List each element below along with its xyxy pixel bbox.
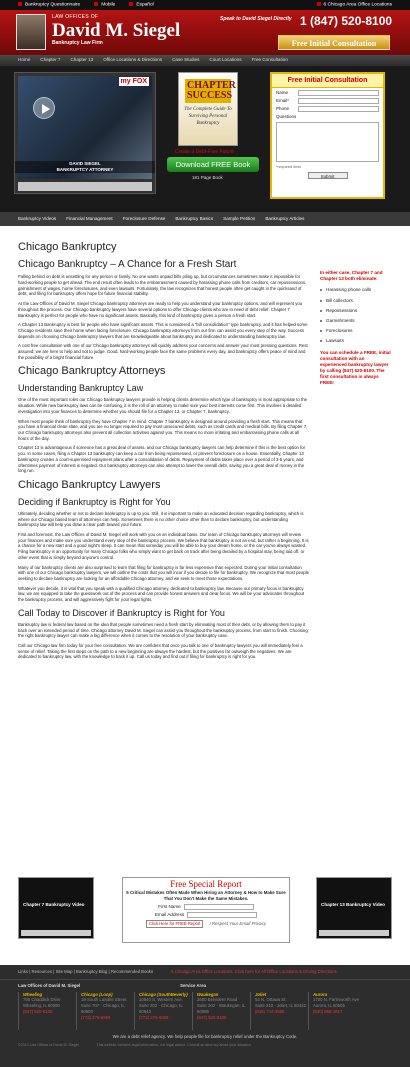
list-item: Harassing phone calls: [320, 287, 392, 293]
report-email-input[interactable]: [187, 912, 257, 918]
sub-heading: Call Today to Discover if Bankruptcy is Right for You: [18, 607, 225, 618]
top-bar: [0, 0, 410, 10]
footer-service-area: Service Area: [180, 982, 206, 988]
nav-chapter-13[interactable]: Chapter 13: [70, 57, 94, 63]
download-book-button[interactable]: Download FREE Book: [167, 157, 259, 172]
office-address: 1700 N. Farnsworth Ave: [313, 997, 360, 1003]
office-city: Aurora, IL 60505: [313, 1003, 345, 1009]
paragraph: Falling behind on debt is unsettling for any person or family. No one wants unpaid bills piling up, but circumstances sometimes make it impossible for hard-working people to get ahead. The end result often leads to the embarrassment caused by harassing phone calls from creditors, car repossessions, garnishment of wages, home foreclosures, and even lawsuits. Fortunately, the law recognizes that honest people often get caught in the quicksand of debt, and filing for bankruptcy offers hope for future financial stability.: [18, 274, 307, 297]
chapter7-video[interactable]: [18, 877, 94, 939]
offices-label: 6 Chicago Area Office Locations: [323, 1, 392, 7]
book-cover[interactable]: [178, 72, 238, 146]
debt-free-text: Create a Debt-Free Future: [175, 149, 234, 155]
location-pin-icon: [317, 2, 321, 6]
office-address: 54 N. Ottawa St.: [255, 997, 287, 1003]
first-name-input[interactable]: [184, 904, 254, 910]
nav-chapter-7[interactable]: Chapter 7: [40, 57, 61, 63]
questionnaire-link[interactable]: [18, 2, 80, 9]
office-address: 790 Chaddick Drive: [23, 997, 61, 1003]
office-item[interactable]: [18, 992, 74, 1030]
paragraph: Many of our bankruptcy clients are also surprised to learn that filing for bankruptcy is far less expensive than expected. During your initial consultation with one of our Chicago bankruptcy lawyers, we will outline the costs that you will incur if you decide to file for bankruptcy. We recognize that most people seeking to declare bankruptcy are looking for an affordable Chicago attorney, and we seek to meet those expectations.: [18, 564, 309, 581]
first-name-label: First Name: [158, 904, 181, 910]
questionnaire-icon: [18, 2, 22, 6]
speak-directly-text: Speak to David Siegel Directly: [220, 16, 292, 22]
paragraph: A Chapter 13 Bankruptcy is best for people who have significant assets. This is considered a "bill consolidation" type bankruptcy, and it has helped some Chicago residents save their home when facing foreclosure. Chicago bankruptcy attorneys from our firm can assist you every step of the way. Success depends on choosing Chicago bankruptcy lawyers that are knowledgeable about bankruptcy and dedicated to understanding bankruptcy law.: [18, 322, 308, 339]
office-name: Joliet: [255, 991, 267, 997]
office-item[interactable]: [250, 992, 306, 1030]
office-item[interactable]: [134, 992, 190, 1030]
form-title: Free Initial Consultation: [272, 74, 383, 88]
header-phone[interactable]: 1 (847) 520-8100: [300, 14, 393, 28]
book-subtitle: The Complete Guide To Surviving Personal Bankruptcy: [184, 107, 232, 126]
list-item: Garnishments: [320, 318, 392, 324]
phone-label: Phone: [276, 106, 290, 112]
questionnaire-label: Bankruptcy Questionnaire: [25, 1, 81, 7]
list-item: Bill collectors: [320, 298, 392, 304]
sidebar-heading: In either case, Chapter 7 and Chapter 13 both eliminate:: [320, 270, 383, 282]
video-caption: [15, 161, 155, 173]
espanol-label: Español: [136, 1, 154, 7]
consultation-form: [270, 72, 385, 199]
footer-firm-name: Law Offices of David M. Siegel: [18, 982, 81, 988]
video-controls[interactable]: [21, 930, 91, 936]
email-input[interactable]: [298, 98, 379, 104]
paragraph: First and foremost, the Law Offices of David M. Siegel will work with you on an individual basis. Our team of Chicago bankruptcy attorneys will review your finances and make sure you understand every step of the bankruptcy process. We believe that bankruptcy is not an end, but rather a beginning. It is a chance for a new start and a good night's sleep. It can mean that someday you will be able to buy your dream home, or the car you've always wanted. Filing bankruptcy is an opportunity for many Chicago folks who simply want to get back on track after being derailed by a hospital stay, being laid off, or other event that is simply beyond anyone's control.: [18, 532, 309, 560]
site-footer: [0, 965, 410, 1067]
site-header: [0, 10, 410, 55]
office-phone[interactable]: (847) 520-8100: [197, 1014, 227, 1020]
free-report-button[interactable]: Click Here for FREE Report: [146, 920, 203, 928]
myfox-logo: my FOX: [120, 78, 147, 85]
page-title: Chicago Bankruptcy: [18, 241, 117, 253]
office-name: Waukegan: [197, 991, 219, 997]
office-item[interactable]: [192, 992, 248, 1030]
email-row: [276, 98, 379, 104]
video-controls[interactable]: [18, 182, 152, 191]
office-city: Suite 202 · Waukegan, IL 60085: [197, 1003, 246, 1014]
debt-relief-note: We are a debt relief agency. We help people file for bankruptcy relief under the Bankruptcy Code.: [112, 1033, 298, 1039]
name-label: Name: [276, 90, 289, 95]
main-nav: [0, 55, 410, 66]
paragraph: When most people think of bankruptcy they have Chapter 7 in mind. Chapter 7 bankruptcy is designed around providing a fresh start. This means that you have a financial clean slate, and you are no longer required to pay most unsecured debts, such as credit cards and medical bills. By filing Chapter 7, our Chicago bankruptcy attorneys also prevent all collection activities against you. This means no more irritating and embarrassing phone calls at all hours of the day.: [18, 418, 308, 441]
paragraph: Call our Chicago law firm today for your free consultation. We are confident that once you talk to one of bankruptcy lawyers you will immediately feel a sense of relief. Taking the first steps on the path to a new beginning are always the hardest, but the positives far outweigh the negatives. We are dedicated to bankruptcy law, with the knowledge to back it up. Call us today and find out if filing for bankruptcy is right for you.: [18, 642, 303, 660]
video-controls[interactable]: [319, 930, 389, 936]
office-city: Suite 210 · Joliet, IL 60432: [255, 1003, 306, 1009]
subnav-financial[interactable]: Financial Management: [66, 215, 113, 221]
mobile-icon: [94, 2, 98, 6]
email-label: Email*: [276, 98, 290, 104]
questions-row: [276, 114, 379, 120]
sub-heading: Deciding if Bankruptcy is Right for You: [18, 496, 171, 507]
paragraph: A cost free consultation with one of our Chicago bankruptcy attorneys will quickly address your concerns and answer your most pressing questions. Rest assured; we are here to help and not to judge. Good, hard-working people face the same problems every day, and bankruptcy offers peace of mind and the possibility of a bright financial future.: [18, 343, 308, 360]
footer-info-row: [0, 980, 410, 992]
footer-link-list[interactable]: Links | Resources | Site Map | Bankruptcy Blog | Recommended Books: [18, 969, 154, 974]
name-input[interactable]: [298, 90, 379, 96]
subnav-basics[interactable]: Bankruptcy Basics: [175, 215, 214, 221]
office-address: 10540 S. Western Ave.: [139, 997, 183, 1003]
attorney-photo: [16, 14, 46, 50]
required-note: *required field: [276, 164, 301, 170]
mobile-link[interactable]: [94, 2, 115, 9]
sidebar-schedule-text: You can schedule a FREE, initial consultation with an experienced bankruptcy lawyer by calling (847) 520-8100. The first consultation is always FREE!: [320, 349, 391, 386]
phone-row: [276, 106, 379, 112]
footer-offices-link[interactable]: 6 Chicago Area Office Locations. Click here for All Office Locations & Driving Directions.: [171, 969, 338, 974]
mobile-label: Mobile: [101, 1, 116, 7]
special-report-form: [122, 877, 290, 943]
subnav-foreclosure[interactable]: Foreclosure Defense: [122, 215, 166, 221]
logo[interactable]: [52, 14, 180, 47]
paragraph: Ultimately, deciding whether or not to declare bankruptcy is up to you. Still, it is important to make an educated decision regarding bankruptcy, which is where our Chicago based team of attorneys can help. Sometimes there is no other choice other than to declare bankruptcy, but understanding bankruptcy law will help you draw a clear path toward your future.: [18, 510, 304, 528]
office-phone[interactable]: (630) 966-1617: [313, 1008, 343, 1014]
email-label: Email Address: [154, 912, 185, 918]
video-title: Chapter 13 Bankruptcy Video: [321, 902, 385, 907]
sub-heading: Understanding Bankruptcy Law: [18, 383, 144, 394]
section-heading: Chicago Bankruptcy Attorneys: [18, 365, 166, 378]
copyright-row: [0, 1039, 410, 1052]
office-city: Suite 707 · Chicago, IL 60603: [81, 1003, 125, 1014]
privacy-note: I Respect Your Email Privacy: [209, 921, 266, 927]
eliminate-list: [320, 287, 392, 344]
sidebar: [320, 270, 392, 387]
office-phone[interactable]: (773) 276-6969: [139, 1014, 169, 1020]
firm-name: David M. Siegel: [52, 19, 181, 41]
office-address: 2600 Belvidere Road: [197, 997, 238, 1003]
copyright: ©2012 Law Offices of David M. Siegel: [18, 1043, 79, 1048]
office-phone[interactable]: (847) 520-8100: [23, 1008, 53, 1014]
book-pages-text: 181 Page Book: [192, 175, 223, 180]
paragraph: Whatever you decide, it is vital that you speak with a qualified Chicago attorney, dedicated to bankruptcy law. Because our primary focus is bankruptcy law, we are equipped to take the guesswork out of the process and can provide honest answers and clear focus. We will be your advocates throughout the bankruptcy process, and will aggressively fight for your legal rights.: [18, 585, 305, 603]
disclaimer: This website contains legal information, not legal advice. Consult an attorney about your situation.: [96, 1043, 252, 1048]
caption-name: DAVID SIEGEL: [69, 160, 101, 166]
nav-free-consultation[interactable]: Free Consultation: [251, 57, 288, 63]
hero-video-player[interactable]: [14, 72, 156, 194]
report-title: Free Special Report: [170, 879, 242, 889]
subnav-articles[interactable]: Bankruptcy Articles: [265, 215, 305, 221]
promo-row: [0, 877, 410, 947]
flag-icon: [129, 2, 133, 6]
chapter13-video[interactable]: [316, 877, 392, 939]
office-name: Aurora: [313, 991, 328, 997]
paragraph: Chapter 13 is advantageous if someone has a great deal of assets, and our Chicago bankruptcy lawyers can help determine if this is the best option for you. In some cases, filing a Chapter 13 bankruptcy can keep a car from being repossessed, or prevent foreclosure on a house. Essentially, Chapter 13 bankruptcy creates a court-supervised repayment plans after a consolidation of debts. Repayment of debts takes place over a period of 3-5 years, and oftentimes payment of interest is negated. Our bankruptcy attorneys can also attempt to lower the overall debt, saving you a great deal of money in the long run.: [18, 445, 306, 474]
sub-nav: [0, 212, 410, 226]
book-title: CHAPTER SUCCESS: [187, 80, 236, 101]
office-name: Chicago (Loop): [81, 991, 113, 997]
free-consultation-button[interactable]: Free Initial Consultation: [278, 35, 390, 50]
office-phone[interactable]: (773) 276-6969: [81, 1014, 111, 1020]
video-title: Chapter 7 Bankruptcy Video: [23, 902, 85, 907]
section-heading: Chicago Bankruptcy – A Chance for a Fresh Start: [18, 258, 237, 270]
office-city: Suite 202 · Chicago, IL 60643: [139, 1003, 183, 1014]
report-subtitle: 5 Critical Mistakes Often Made When Hiring an Attorney & How to Make Sure That You Don't Make the Same Mistakes.: [126, 890, 286, 902]
hero-section: [0, 66, 410, 212]
paragraph: Bankruptcy law is federal law based on the idea that people sometimes need a fresh start by eliminating most of their debt, or by allowing them to pay it back over an extended period of time. Chicago attorney David M. Siegel can assist you throughout the bankruptcy process, from start to finish. Choosing the right bankruptcy lawyer can make a big difference when it comes to the resolution of your bankruptcy case.: [18, 621, 308, 639]
caption-title: BANKRUPTCY ATTORNEY: [56, 166, 114, 172]
office-name: Wheeling: [23, 991, 43, 997]
nav-case-studies[interactable]: Case Studies: [172, 57, 200, 63]
subnav-videos[interactable]: Bankruptcy Videos: [18, 215, 57, 221]
first-name-row: [123, 904, 289, 910]
nav-home[interactable]: Home: [18, 57, 31, 63]
office-item[interactable]: [76, 992, 132, 1030]
office-address: 19 South LaSalle Street: [81, 997, 127, 1003]
office-list: [0, 992, 410, 1030]
main-content: [18, 240, 310, 664]
name-row: [276, 90, 379, 96]
questions-label: Questions: [276, 114, 297, 120]
office-city: Wheeling, IL 60090: [23, 1003, 60, 1009]
nav-court-locations[interactable]: Court Locations: [209, 57, 242, 63]
offices-link[interactable]: [317, 2, 392, 9]
paragraph: One of the most important roles our Chicago bankruptcy lawyers provide is helping clients determine which type of bankruptcy is most appropriate to the situation. While new bankruptcy laws can be confusing, it is the roll of an attorney to make sure your best interests come first. This involves a detailed investigation into your finances to determine whether you should file for a Chapter 13, or Chapter 7, bankruptcy.: [18, 397, 307, 414]
office-item[interactable]: [308, 992, 364, 1030]
firm-tagline: Bankruptcy Law Firm: [52, 39, 103, 46]
list-item: Repossessions: [320, 308, 392, 314]
list-item: Foreclosures: [320, 328, 392, 334]
office-name: Chicago (SouthBeverly): [139, 991, 188, 997]
subnav-petition[interactable]: Sample Petition: [223, 215, 256, 221]
nav-office-locations[interactable]: Office Locations & Directions: [103, 57, 163, 63]
section-heading: Chicago Bankruptcy Lawyers: [18, 478, 161, 491]
questions-textarea[interactable]: [276, 122, 379, 162]
paragraph: At the Law Offices of David M. Siegel Chicago bankruptcy attorneys are ready to help you understand your bankruptcy options, and will represent you throughout the process. Our Chicago bankruptcy lawyers have several options to offer Chicago clients who are in need of debt relief. Chapter 7 Bankruptcy is perfect for people who have no significant assets. Basically, this kind of bankruptcy gives a person a fresh start.: [18, 301, 303, 318]
phone-input[interactable]: [298, 106, 379, 112]
list-item: Lawsuits: [320, 338, 392, 344]
play-icon[interactable]: [33, 97, 55, 119]
office-phone[interactable]: (815) 744-3588: [255, 1008, 285, 1014]
law-offices-label: LAW OFFICES OF: [52, 14, 99, 20]
submit-button[interactable]: Submit: [308, 172, 348, 179]
footer-links: [0, 965, 410, 980]
espanol-link[interactable]: [129, 2, 153, 9]
